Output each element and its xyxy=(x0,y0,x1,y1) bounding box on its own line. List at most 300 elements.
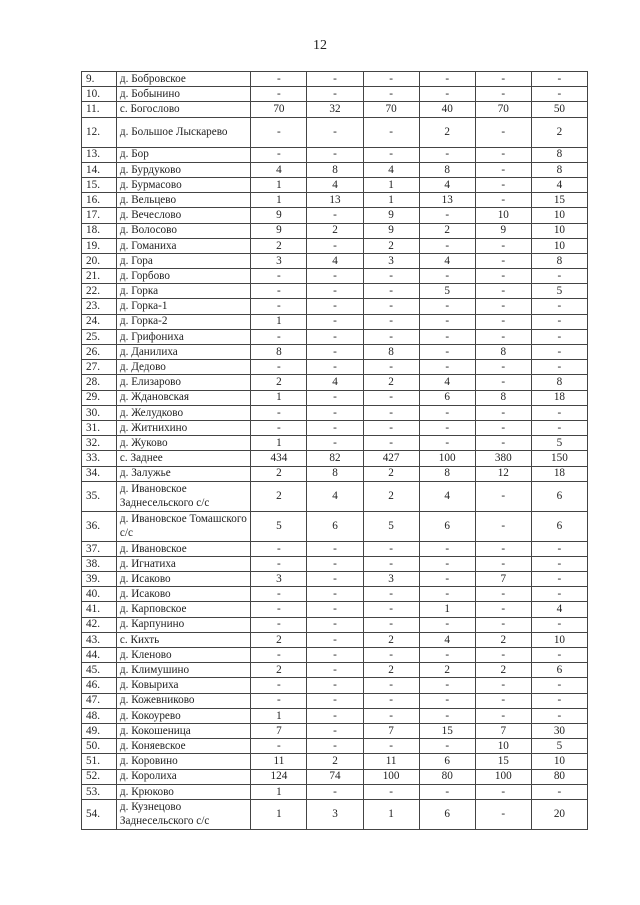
table-row xyxy=(82,723,588,738)
value-cell: - xyxy=(531,678,587,693)
settlement-name: с. Кихть xyxy=(116,632,250,647)
table-row xyxy=(82,162,588,177)
value-cell: 9 xyxy=(251,223,307,238)
settlement-name: д. Кузнецово Заднесельского с/с xyxy=(116,799,250,829)
value-cell: 9 xyxy=(363,208,419,223)
value-cell: 6 xyxy=(419,390,475,405)
row-number: 45. xyxy=(82,663,117,678)
value-cell: - xyxy=(419,587,475,602)
settlement-name: д. Волосово xyxy=(116,223,250,238)
value-cell: - xyxy=(531,345,587,360)
value-cell: - xyxy=(307,87,363,102)
value-cell: - xyxy=(251,541,307,556)
value-cell: - xyxy=(475,556,531,571)
settlement-name: д. Коняевское xyxy=(116,739,250,754)
value-cell: 4 xyxy=(307,375,363,390)
settlement-name: д. Кожевниково xyxy=(116,693,250,708)
value-cell: - xyxy=(419,147,475,162)
value-cell: 70 xyxy=(251,102,307,117)
value-cell: 4 xyxy=(419,375,475,390)
value-cell: 70 xyxy=(363,102,419,117)
table-row xyxy=(82,693,588,708)
value-cell: - xyxy=(475,405,531,420)
value-cell: 2 xyxy=(363,238,419,253)
value-cell: - xyxy=(475,420,531,435)
value-cell: - xyxy=(531,87,587,102)
table-row xyxy=(82,102,588,117)
value-cell: - xyxy=(419,708,475,723)
row-number: 19. xyxy=(82,238,117,253)
value-cell: 9 xyxy=(363,223,419,238)
value-cell: 2 xyxy=(363,375,419,390)
value-cell: 8 xyxy=(363,345,419,360)
value-cell: - xyxy=(475,177,531,192)
table-row xyxy=(82,754,588,769)
value-cell: 2 xyxy=(251,466,307,481)
value-cell: - xyxy=(251,299,307,314)
row-number: 40. xyxy=(82,587,117,602)
value-cell: - xyxy=(531,541,587,556)
table-row xyxy=(82,147,588,162)
value-cell: - xyxy=(363,147,419,162)
row-number: 30. xyxy=(82,405,117,420)
settlement-name: с. Богослово xyxy=(116,102,250,117)
value-cell: 80 xyxy=(419,769,475,784)
value-cell: - xyxy=(475,269,531,284)
table-row xyxy=(82,390,588,405)
value-cell: - xyxy=(475,799,531,829)
value-cell: - xyxy=(363,541,419,556)
value-cell: - xyxy=(475,87,531,102)
value-cell: 18 xyxy=(531,390,587,405)
table-row xyxy=(82,541,588,556)
row-number: 22. xyxy=(82,284,117,299)
value-cell: - xyxy=(531,648,587,663)
row-number: 51. xyxy=(82,754,117,769)
value-cell: - xyxy=(531,329,587,344)
settlement-name: д. Житнихино xyxy=(116,420,250,435)
settlement-name: д. Горка xyxy=(116,284,250,299)
value-cell: - xyxy=(307,602,363,617)
row-number: 54. xyxy=(82,799,117,829)
value-cell: 6 xyxy=(419,799,475,829)
settlement-name: д. Елизарово xyxy=(116,375,250,390)
value-cell: - xyxy=(307,541,363,556)
row-number: 31. xyxy=(82,420,117,435)
row-number: 14. xyxy=(82,162,117,177)
value-cell: 2 xyxy=(363,632,419,647)
value-cell: 4 xyxy=(419,481,475,511)
value-cell: - xyxy=(363,329,419,344)
value-cell: - xyxy=(363,360,419,375)
value-cell: - xyxy=(307,117,363,147)
settlements-table xyxy=(81,71,588,830)
value-cell: 70 xyxy=(475,102,531,117)
settlement-name: д. Жуково xyxy=(116,436,250,451)
value-cell: - xyxy=(475,587,531,602)
value-cell: 5 xyxy=(363,511,419,541)
value-cell: - xyxy=(307,693,363,708)
value-cell: - xyxy=(419,420,475,435)
value-cell: 30 xyxy=(531,723,587,738)
value-cell: - xyxy=(363,739,419,754)
row-number: 33. xyxy=(82,451,117,466)
value-cell: 15 xyxy=(419,723,475,738)
value-cell: 2 xyxy=(419,223,475,238)
settlement-name: д. Бурмасово xyxy=(116,177,250,192)
value-cell: - xyxy=(363,678,419,693)
table-row xyxy=(82,466,588,481)
value-cell: 6 xyxy=(419,511,475,541)
value-cell: 7 xyxy=(251,723,307,738)
value-cell: 82 xyxy=(307,451,363,466)
value-cell: 2 xyxy=(475,663,531,678)
settlement-name: д. Исаково xyxy=(116,587,250,602)
settlement-name: д. Дедово xyxy=(116,360,250,375)
value-cell: - xyxy=(475,147,531,162)
row-number: 26. xyxy=(82,345,117,360)
row-number: 23. xyxy=(82,299,117,314)
value-cell: - xyxy=(419,329,475,344)
settlement-name: д. Данилиха xyxy=(116,345,250,360)
value-cell: - xyxy=(363,284,419,299)
table-row xyxy=(82,299,588,314)
value-cell: - xyxy=(419,208,475,223)
value-cell: 74 xyxy=(307,769,363,784)
value-cell: 7 xyxy=(363,723,419,738)
value-cell: 2 xyxy=(251,663,307,678)
table-row xyxy=(82,587,588,602)
value-cell: 8 xyxy=(531,375,587,390)
row-number: 17. xyxy=(82,208,117,223)
table-row xyxy=(82,648,588,663)
table-row xyxy=(82,784,588,799)
settlement-name: д. Желудково xyxy=(116,405,250,420)
value-cell: - xyxy=(363,617,419,632)
value-cell: - xyxy=(419,314,475,329)
settlement-name: д. Королиха xyxy=(116,769,250,784)
value-cell: 9 xyxy=(475,223,531,238)
table-row xyxy=(82,799,588,829)
row-number: 53. xyxy=(82,784,117,799)
value-cell: - xyxy=(531,708,587,723)
row-number: 10. xyxy=(82,87,117,102)
value-cell: 1 xyxy=(419,602,475,617)
value-cell: 10 xyxy=(531,754,587,769)
value-cell: 1 xyxy=(251,193,307,208)
value-cell: - xyxy=(475,360,531,375)
value-cell: 1 xyxy=(251,799,307,829)
value-cell: - xyxy=(475,193,531,208)
value-cell: - xyxy=(363,708,419,723)
value-cell: 1 xyxy=(363,177,419,192)
settlement-name: д. Грифониха xyxy=(116,329,250,344)
value-cell: - xyxy=(307,405,363,420)
value-cell: - xyxy=(251,147,307,162)
settlement-name: д. Вельцево xyxy=(116,193,250,208)
table-row xyxy=(82,72,588,87)
row-number: 18. xyxy=(82,223,117,238)
value-cell: - xyxy=(475,693,531,708)
value-cell: - xyxy=(307,390,363,405)
value-cell: 1 xyxy=(251,314,307,329)
value-cell: 1 xyxy=(251,177,307,192)
value-cell: - xyxy=(251,602,307,617)
value-cell: 7 xyxy=(475,572,531,587)
value-cell: - xyxy=(251,693,307,708)
settlement-name: д. Кокошеница xyxy=(116,723,250,738)
value-cell: - xyxy=(531,269,587,284)
settlement-name: д. Ивановское Томашского с/с xyxy=(116,511,250,541)
table-row xyxy=(82,177,588,192)
value-cell: 2 xyxy=(419,117,475,147)
value-cell: - xyxy=(419,87,475,102)
table-row xyxy=(82,253,588,268)
value-cell: - xyxy=(307,360,363,375)
value-cell: 1 xyxy=(251,784,307,799)
value-cell: 8 xyxy=(251,345,307,360)
table-row xyxy=(82,405,588,420)
value-cell: - xyxy=(363,72,419,87)
row-number: 27. xyxy=(82,360,117,375)
value-cell: - xyxy=(363,314,419,329)
settlement-name: д. Бобынино xyxy=(116,87,250,102)
value-cell: 11 xyxy=(251,754,307,769)
value-cell: - xyxy=(475,648,531,663)
value-cell: - xyxy=(475,299,531,314)
table-row xyxy=(82,739,588,754)
value-cell: - xyxy=(307,678,363,693)
value-cell: 20 xyxy=(531,799,587,829)
value-cell: - xyxy=(531,617,587,632)
value-cell: - xyxy=(419,784,475,799)
settlement-name: д. Коровино xyxy=(116,754,250,769)
value-cell: - xyxy=(307,739,363,754)
value-cell: - xyxy=(363,390,419,405)
value-cell: 1 xyxy=(251,708,307,723)
value-cell: - xyxy=(251,360,307,375)
value-cell: 10 xyxy=(475,208,531,223)
table-row xyxy=(82,329,588,344)
value-cell: 4 xyxy=(419,177,475,192)
row-number: 21. xyxy=(82,269,117,284)
row-number: 38. xyxy=(82,556,117,571)
settlement-name: д. Карповское xyxy=(116,602,250,617)
row-number: 12. xyxy=(82,117,117,147)
value-cell: 4 xyxy=(531,602,587,617)
value-cell: - xyxy=(307,345,363,360)
value-cell: - xyxy=(475,375,531,390)
value-cell: 10 xyxy=(531,223,587,238)
value-cell: - xyxy=(307,299,363,314)
value-cell: - xyxy=(475,511,531,541)
table-row xyxy=(82,481,588,511)
value-cell: - xyxy=(531,693,587,708)
value-cell: - xyxy=(307,556,363,571)
value-cell: - xyxy=(475,329,531,344)
value-cell: - xyxy=(251,269,307,284)
row-number: 32. xyxy=(82,436,117,451)
value-cell: 8 xyxy=(531,147,587,162)
value-cell: - xyxy=(419,345,475,360)
value-cell: 5 xyxy=(531,739,587,754)
table-row xyxy=(82,269,588,284)
settlement-name: д. Ивановское Заднесельского с/с xyxy=(116,481,250,511)
settlement-name: д. Горбово xyxy=(116,269,250,284)
value-cell: - xyxy=(419,572,475,587)
row-number: 52. xyxy=(82,769,117,784)
table-row xyxy=(82,602,588,617)
value-cell: - xyxy=(363,405,419,420)
table-row xyxy=(82,238,588,253)
row-number: 48. xyxy=(82,708,117,723)
row-number: 15. xyxy=(82,177,117,192)
row-number: 9. xyxy=(82,72,117,87)
table-row xyxy=(82,451,588,466)
value-cell: 2 xyxy=(251,481,307,511)
value-cell: 8 xyxy=(531,162,587,177)
value-cell: - xyxy=(475,541,531,556)
value-cell: 2 xyxy=(363,481,419,511)
settlement-name: д. Игнатиха xyxy=(116,556,250,571)
value-cell: - xyxy=(419,238,475,253)
value-cell: - xyxy=(363,436,419,451)
row-number: 42. xyxy=(82,617,117,632)
value-cell: - xyxy=(251,587,307,602)
value-cell: 4 xyxy=(363,162,419,177)
table-row xyxy=(82,617,588,632)
value-cell: - xyxy=(475,436,531,451)
value-cell: 6 xyxy=(531,663,587,678)
value-cell: 4 xyxy=(307,253,363,268)
row-number: 20. xyxy=(82,253,117,268)
table-row xyxy=(82,117,588,147)
value-cell: 12 xyxy=(475,466,531,481)
table-row xyxy=(82,314,588,329)
table-row xyxy=(82,208,588,223)
value-cell: - xyxy=(251,739,307,754)
settlement-name: д. Кленово xyxy=(116,648,250,663)
settlement-name: д. Бобровское xyxy=(116,72,250,87)
row-number: 29. xyxy=(82,390,117,405)
table-row xyxy=(82,223,588,238)
row-number: 28. xyxy=(82,375,117,390)
settlement-name: д. Большое Лыскарево xyxy=(116,117,250,147)
value-cell: - xyxy=(251,678,307,693)
value-cell: 8 xyxy=(475,390,531,405)
value-cell: 2 xyxy=(251,632,307,647)
settlement-name: д. Залужье xyxy=(116,466,250,481)
value-cell: 6 xyxy=(531,511,587,541)
table-row xyxy=(82,345,588,360)
value-cell: - xyxy=(419,693,475,708)
row-number: 25. xyxy=(82,329,117,344)
value-cell: - xyxy=(419,72,475,87)
value-cell: - xyxy=(475,253,531,268)
value-cell: - xyxy=(531,314,587,329)
value-cell: - xyxy=(307,723,363,738)
value-cell: - xyxy=(251,284,307,299)
value-cell: 9 xyxy=(251,208,307,223)
value-cell: 5 xyxy=(531,436,587,451)
value-cell: - xyxy=(363,648,419,663)
table-row xyxy=(82,284,588,299)
table-row xyxy=(82,663,588,678)
value-cell: 3 xyxy=(363,253,419,268)
value-cell: 2 xyxy=(363,466,419,481)
value-cell: - xyxy=(307,632,363,647)
value-cell: - xyxy=(307,329,363,344)
row-number: 41. xyxy=(82,602,117,617)
value-cell: 380 xyxy=(475,451,531,466)
value-cell: - xyxy=(307,648,363,663)
value-cell: - xyxy=(475,481,531,511)
value-cell: 10 xyxy=(475,739,531,754)
settlement-name: д. Горка-1 xyxy=(116,299,250,314)
value-cell: - xyxy=(531,360,587,375)
table-row xyxy=(82,769,588,784)
value-cell: 2 xyxy=(363,663,419,678)
value-cell: - xyxy=(419,360,475,375)
table-row xyxy=(82,511,588,541)
settlement-name: д. Климушино xyxy=(116,663,250,678)
value-cell: - xyxy=(363,602,419,617)
settlement-name: д. Ивановское xyxy=(116,541,250,556)
table-row xyxy=(82,678,588,693)
value-cell: 80 xyxy=(531,769,587,784)
settlement-name: д. Кокоурево xyxy=(116,708,250,723)
value-cell: - xyxy=(475,708,531,723)
row-number: 44. xyxy=(82,648,117,663)
row-number: 13. xyxy=(82,147,117,162)
settlement-name: д. Ждановская xyxy=(116,390,250,405)
value-cell: - xyxy=(363,693,419,708)
value-cell: 1 xyxy=(251,436,307,451)
value-cell: 3 xyxy=(363,572,419,587)
row-number: 35. xyxy=(82,481,117,511)
value-cell: 2 xyxy=(475,632,531,647)
page-number: 12 xyxy=(313,38,327,53)
value-cell: - xyxy=(531,556,587,571)
value-cell: 18 xyxy=(531,466,587,481)
row-number: 43. xyxy=(82,632,117,647)
value-cell: - xyxy=(531,587,587,602)
value-cell: - xyxy=(363,299,419,314)
row-number: 36. xyxy=(82,511,117,541)
value-cell: - xyxy=(307,314,363,329)
value-cell: - xyxy=(307,572,363,587)
value-cell: 2 xyxy=(307,223,363,238)
row-number: 47. xyxy=(82,693,117,708)
value-cell: - xyxy=(251,117,307,147)
table-row xyxy=(82,632,588,647)
value-cell: 4 xyxy=(531,177,587,192)
value-cell: 4 xyxy=(419,632,475,647)
value-cell: - xyxy=(307,708,363,723)
value-cell: - xyxy=(307,284,363,299)
value-cell: - xyxy=(251,329,307,344)
value-cell: - xyxy=(419,541,475,556)
value-cell: 1 xyxy=(363,193,419,208)
table-row xyxy=(82,87,588,102)
value-cell: 50 xyxy=(531,102,587,117)
value-cell: - xyxy=(363,87,419,102)
value-cell: - xyxy=(307,663,363,678)
value-cell: - xyxy=(419,678,475,693)
value-cell: - xyxy=(307,784,363,799)
value-cell: 8 xyxy=(307,466,363,481)
table-row xyxy=(82,572,588,587)
